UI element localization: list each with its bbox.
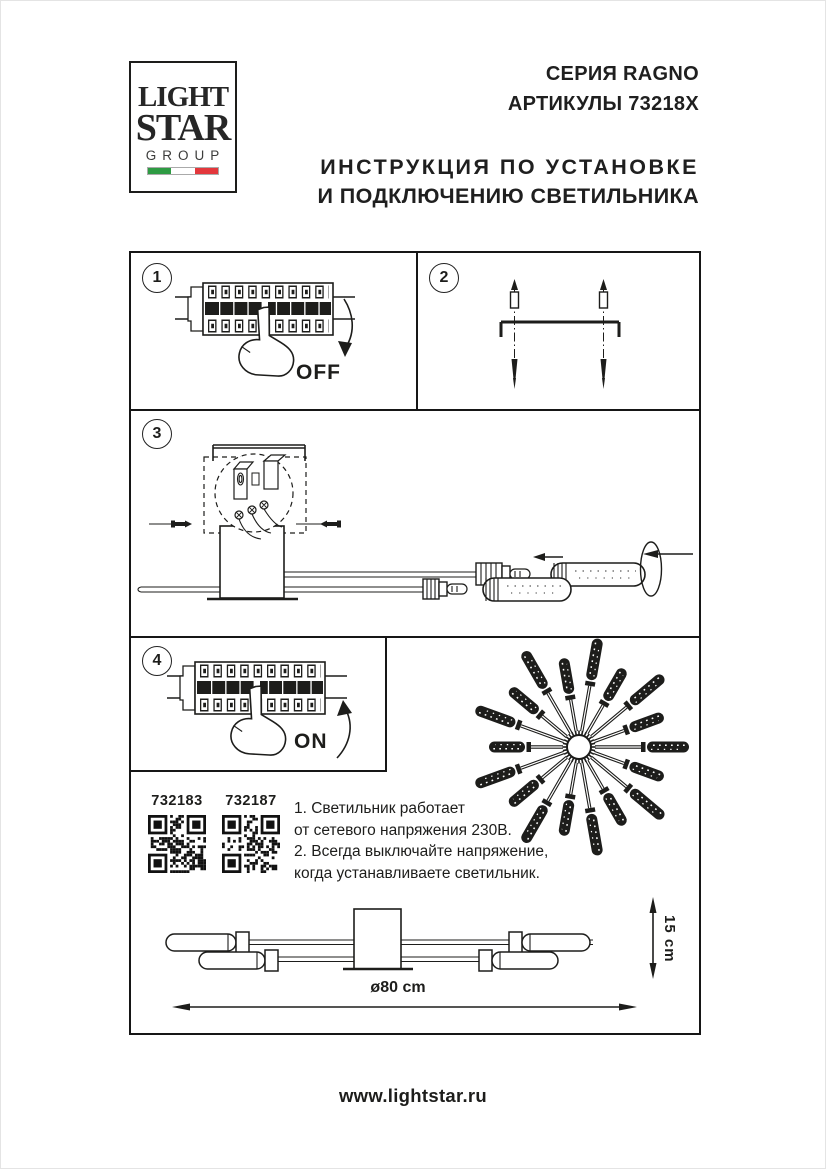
note-line: 1. Светильник работает: [294, 800, 465, 817]
step-circle-1: 1: [142, 263, 172, 293]
qr-code-732183: [148, 815, 206, 873]
wiring-detail-circle: [215, 454, 293, 532]
socket-lower: [423, 579, 467, 599]
logo-word-star: STAR: [135, 107, 231, 149]
breaker-off-illustration: [131, 253, 416, 409]
footer-url: www.lightstar.ru: [338, 1085, 488, 1106]
logo-word-light: LIGHT: [137, 81, 229, 113]
chandelier-top-view: [461, 631, 701, 871]
note-line: 2. Всегда выключайте напряжение,: [294, 843, 549, 860]
note-line: когда устанавливаете светильник.: [294, 864, 540, 882]
step-circle-3: 3: [142, 419, 172, 449]
qr-label-732183: 732183: [151, 793, 203, 809]
articles-title: АРТИКУЛЫ 73218X: [507, 93, 699, 115]
glass-tube-lower: [483, 578, 571, 601]
screw-left: [171, 521, 192, 528]
diagram-box: [129, 251, 701, 1035]
series-title: СЕРИЯ RAGNO: [545, 63, 699, 85]
on-label: ON: [294, 730, 328, 753]
wiring-illustration: [131, 411, 701, 636]
height-dimension-label: 15 cm: [661, 915, 678, 963]
diameter-dimension-label: ø80 cm: [370, 979, 426, 996]
note-line: от сетевого напряжения 230В.: [294, 821, 512, 839]
curved-arrow-up: [337, 710, 350, 758]
mounting-bracket-illustration: [418, 253, 701, 409]
italian-flag-stripe: [147, 167, 219, 175]
diameter-dimension: [172, 1004, 637, 1011]
qr-code-732187: [222, 815, 280, 873]
screw-left: [511, 279, 519, 389]
height-dimension: [650, 897, 657, 979]
curved-arrow-down: [344, 299, 352, 347]
off-label: OFF: [296, 361, 341, 384]
rotate-arrow: [641, 542, 694, 596]
instruction-title: ИНСТРУКЦИЯ ПО УСТАНОВКЕ И ПОДКЛЮЧЕНИЮ СВЕТИЛЬНИКА: [317, 155, 699, 208]
insert-arrow: [533, 553, 545, 561]
qr-label-732187: 732187: [225, 793, 277, 809]
step-circle-4: 4: [142, 646, 172, 676]
fixture-side-view: [141, 883, 701, 1033]
step-circle-2: 2: [429, 263, 459, 293]
screw-right: [600, 279, 608, 389]
header-titles: [318, 59, 699, 211]
screw-right: [320, 521, 341, 528]
lightstar-logo: [129, 61, 237, 193]
logo-word-group: GROUP: [145, 148, 226, 163]
